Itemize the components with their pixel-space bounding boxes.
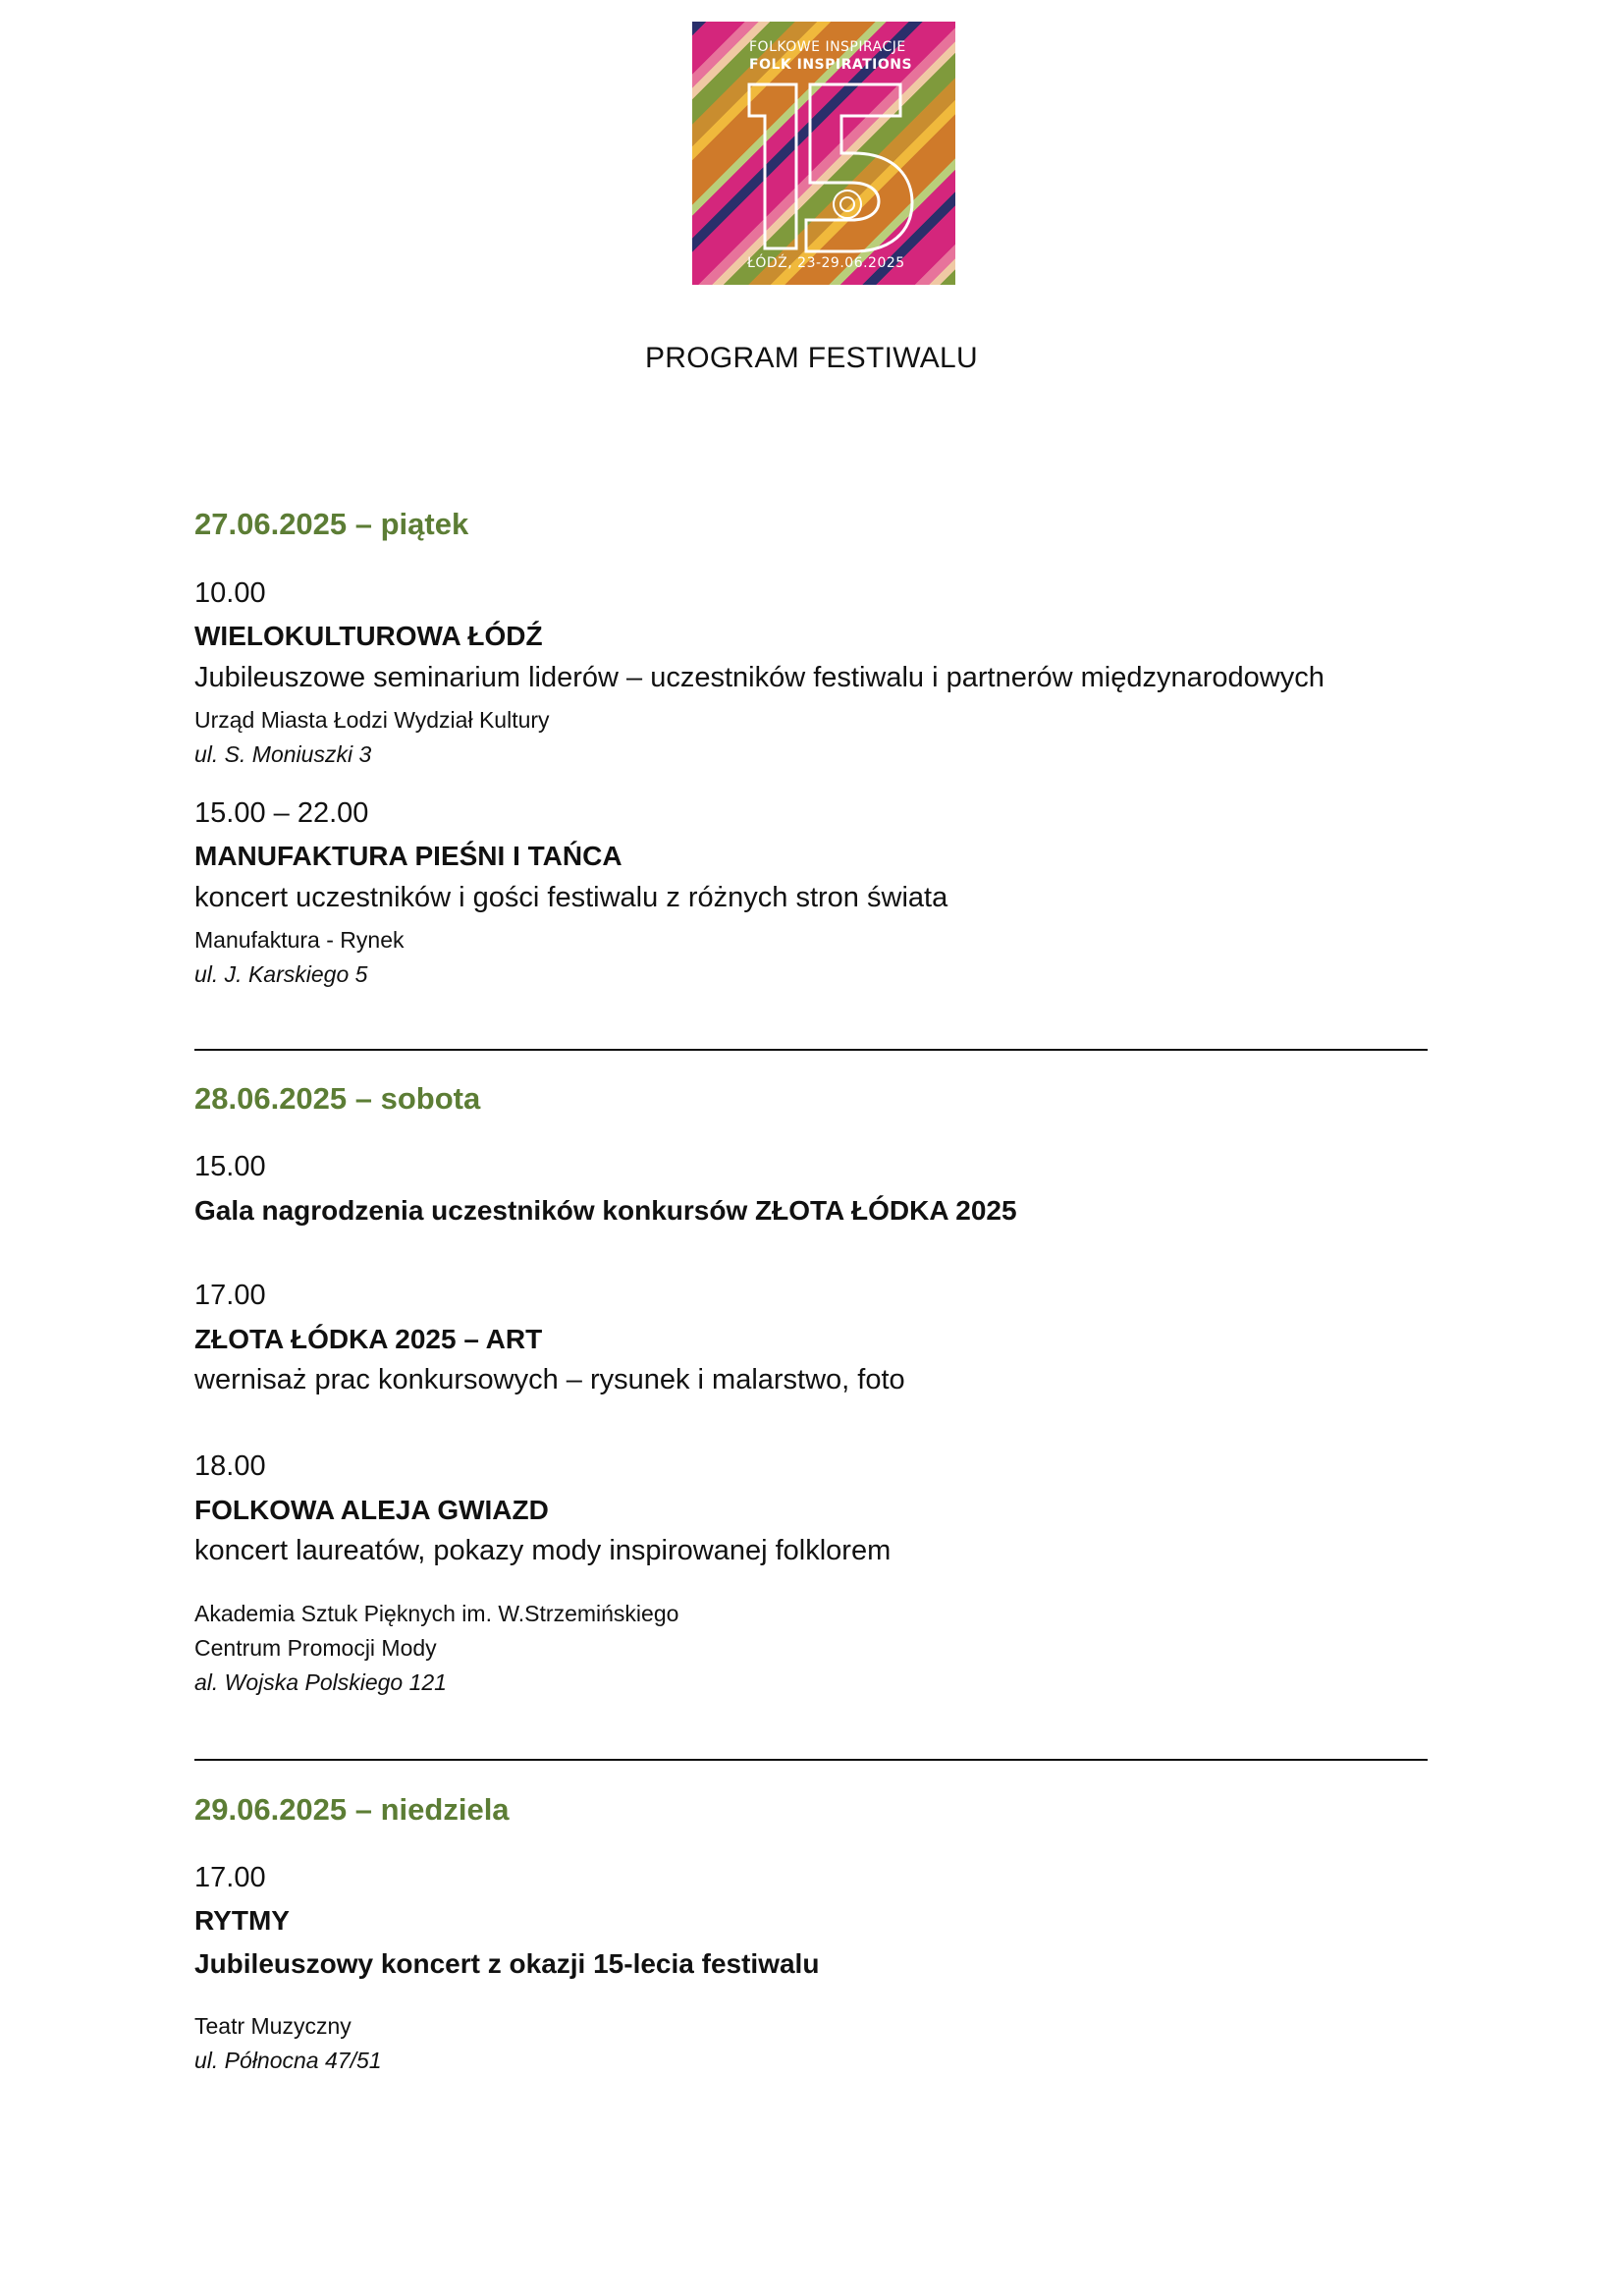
day-heading: 28.06.2025 – sobota (194, 1081, 481, 1116)
event-title: ZŁOTA ŁÓDKA 2025 – ART (194, 1324, 543, 1354)
event-description: wernisaż prac konkursowych – rysunek i malarstwo, foto (194, 1364, 905, 1395)
event-description: koncert laureatów, pokazy mody inspirowanej folklorem (194, 1535, 892, 1566)
event-time: 18.00 (194, 1450, 266, 1482)
event-address: ul. Północna 47/51 (194, 2048, 382, 2073)
section-divider (194, 1049, 1428, 1051)
event-venue: Teatr Muzyczny (194, 2013, 352, 2039)
event-address: al. Wojska Polskiego 121 (194, 1669, 447, 1695)
logo-line-2: FOLK INSPIRATIONS (749, 57, 913, 73)
festival-logo (692, 22, 955, 285)
event-venue: Centrum Promocji Mody (194, 1635, 437, 1661)
event-address: ul. J. Karskiego 5 (194, 961, 368, 987)
event-title: RYTMY (194, 1905, 290, 1936)
event-description: koncert uczestników i gości festiwalu z różnych stron świata (194, 882, 948, 913)
section-divider (194, 1759, 1428, 1761)
event-address: ul. S. Moniuszki 3 (194, 741, 372, 767)
event-title: WIELOKULTUROWA ŁÓDŹ (194, 621, 543, 651)
event-time: 10.00 (194, 577, 266, 609)
event-subtitle: Jubileuszowy koncert z okazji 15-lecia festiwalu (194, 1948, 820, 1979)
event-title: FOLKOWA ALEJA GWIAZD (194, 1495, 549, 1525)
logo-line-1: FOLKOWE INSPIRACJE (749, 39, 906, 55)
logo-number-15 (745, 77, 922, 258)
event-title: MANUFAKTURA PIEŚNI I TAŃCA (194, 841, 622, 871)
event-description: Jubileuszowe seminarium liderów – uczestników festiwalu i partnerów międzynarodowych (194, 662, 1325, 693)
event-time: 15.00 (194, 1151, 266, 1182)
event-venue: Akademia Sztuk Pięknych im. W.Strzemińskiego (194, 1601, 679, 1626)
logo-dates: ŁÓDŹ, 23-29.06.2025 (747, 255, 905, 271)
event-venue: Urząd Miasta Łodzi Wydział Kultury (194, 707, 550, 733)
event-title: Gala nagrodzenia uczestników konkursów ZŁOTA ŁÓDKA 2025 (194, 1195, 1017, 1226)
day-heading: 27.06.2025 – piątek (194, 507, 469, 541)
event-time: 17.00 (194, 1280, 266, 1311)
page-title: PROGRAM FESTIWALU (644, 342, 978, 374)
event-time: 15.00 – 22.00 (194, 797, 369, 829)
event-time: 17.00 (194, 1862, 266, 1893)
day-heading: 29.06.2025 – niedziela (194, 1792, 510, 1827)
event-venue: Manufaktura - Rynek (194, 927, 405, 953)
